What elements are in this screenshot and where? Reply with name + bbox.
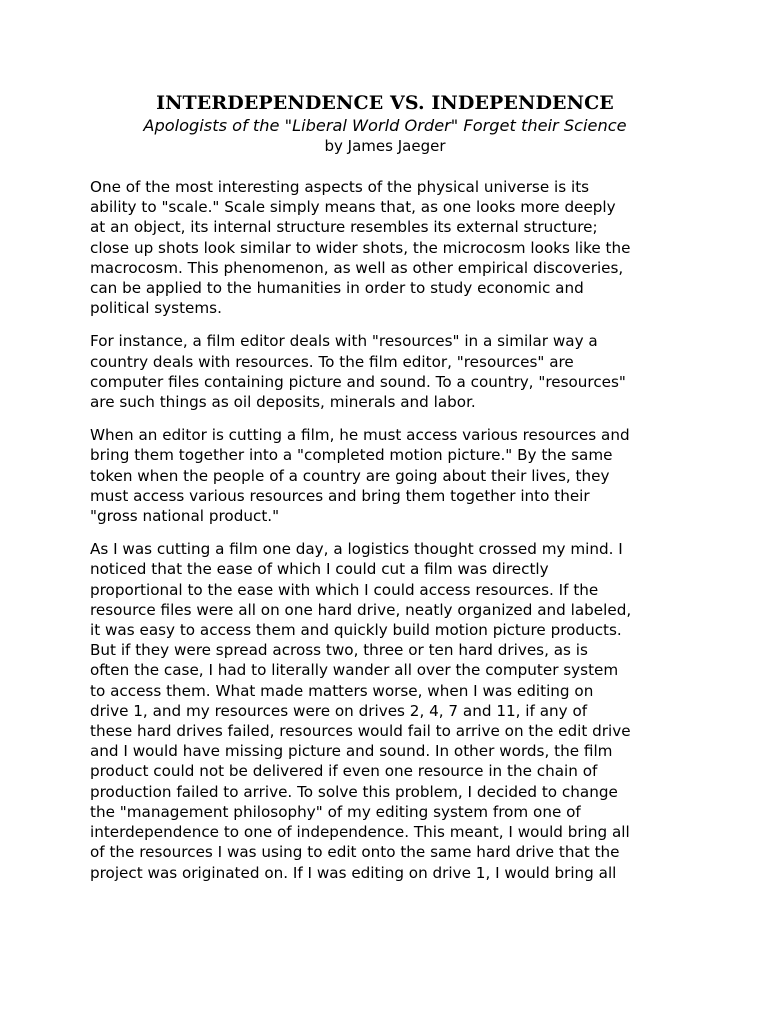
text-line: proportional to the ease with which I could access resources. If the [90,580,599,599]
text-line: ability to "scale." Scale simply means that, as one looks more deeply [90,198,616,217]
text-line: it was easy to access them and quickly build motion picture products. [90,621,622,640]
text-line: For instance, a film editor deals with "resources" in a similar way a [90,332,598,351]
text-line: and I would have missing picture and sound. In other words, the film [90,742,613,761]
paragraph [90,425,680,526]
document-subtitle: Apologists of the "Liberal World Order" Forget their Science [143,116,627,135]
text-line: bring them together into a "completed motion picture." By the same [90,446,613,465]
text-line: But if they were spread across two, three or ten hard drives, as is [90,641,588,660]
text-line: macrocosm. This phenomenon, as well as other empirical discoveries, [90,258,624,277]
text-line: these hard drives failed, resources would fail to arrive on the edit drive [90,722,631,741]
text-line: to access them. What made matters worse, when I was editing on [90,681,594,700]
text-line: can be applied to the humanities in order to study economic and [90,279,584,298]
document-byline: by James Jaeger [324,137,446,155]
text-line: drive 1, and my resources were on drives 2, 4, 7 and 11, if any of [90,701,588,720]
text-line: political systems. [90,299,222,318]
text-line: often the case, I had to literally wander all over the computer system [90,661,619,680]
paragraph [90,539,680,882]
text-line: are such things as oil deposits, minerals and labor. [90,393,476,412]
text-line: noticed that the ease of which I could cut a film was directly [90,560,549,579]
text-line: resource files were all on one hard drive, neatly organized and labeled, [90,600,632,619]
text-line: As I was cutting a film one day, a logistics thought crossed my mind. I [90,540,623,559]
text-line: of the resources I was using to edit onto the same hard drive that the [90,843,620,862]
text-line: product could not be delivered if even one resource in the chain of [90,762,598,781]
document-title: INTERDEPENDENCE VS. INDEPENDENCE [156,92,614,114]
text-line: close up shots look similar to wider shots, the microcosm looks like the [90,238,631,257]
text-line: One of the most interesting aspects of the physical universe is its [90,178,590,196]
document-page [90,92,680,896]
text-line: project was originated on. If I was editing on drive 1, I would bring all [90,863,617,882]
text-line: computer files containing picture and sound. To a country, "resources" [90,372,626,391]
text-line: interdependence to one of independence. This meant, I would bring all [90,823,630,842]
text-line: When an editor is cutting a film, he must access various resources and [90,426,630,445]
paragraph [90,177,680,318]
text-line: token when the people of a country are going about their lives, they [90,466,610,485]
text-line: country deals with resources. To the film editor, "resources" are [90,352,574,371]
paragraph [90,331,680,412]
text-line: "gross national product." [90,507,280,526]
document-body [90,177,680,883]
text-line: production failed to arrive. To solve this problem, I decided to change [90,782,618,801]
text-line: at an object, its internal structure resembles its external structure; [90,218,598,237]
text-line: must access various resources and bring them together into their [90,486,590,505]
text-line: the "management philosophy" of my editing system from one of [90,802,581,821]
